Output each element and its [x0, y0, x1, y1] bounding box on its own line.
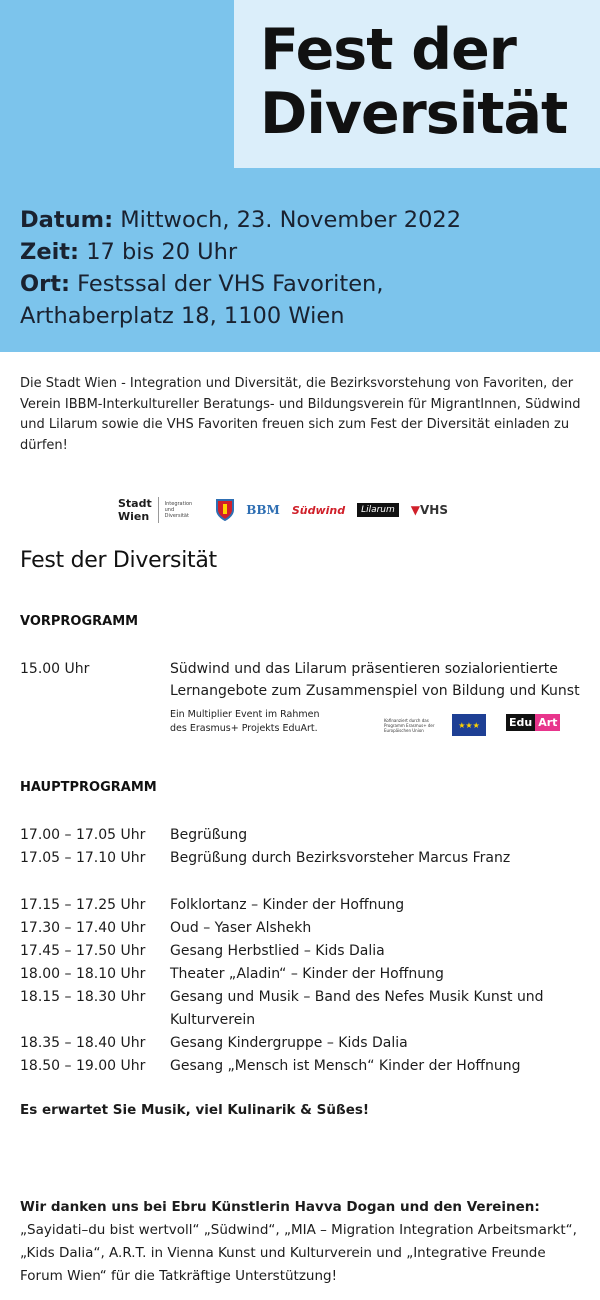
program-row: 17.05 – 17.10 Uhr Begrüßung durch Bezirksvorsteher Marcus Franz [20, 850, 511, 866]
section-title: Fest der Diversität [20, 548, 217, 573]
hauptprogramm-list [20, 824, 600, 1078]
event-facts [20, 204, 461, 332]
vorprogramm-heading: VORPROGRAMM [20, 614, 139, 629]
favoriten-crest-icon [216, 499, 234, 521]
fact-address: Arthaberplatz 18, 1100 Wien [20, 303, 345, 329]
program-row: 18.50 – 19.00 Uhr Gesang „Mensch ist Mensch“ Kinder der Hoffnung [20, 1058, 521, 1074]
vorprogramm-text: Südwind und das Lilarum präsentieren sozialorientierte Lernangebote zum Zusammenspiel von Bildung und Kunst [170, 661, 580, 699]
program-row: 18.35 – 18.40 Uhr Gesang Kindergruppe – Kids Dalia [20, 1035, 408, 1051]
page-title [260, 18, 567, 146]
vorprogramm-time: 15.00 Uhr [20, 661, 90, 677]
program-row: 17.30 – 17.40 Uhr Oud – Yaser Alshekh [20, 920, 312, 936]
title-line-2: Diversität [260, 81, 568, 147]
eduart-logo: Edu Art [506, 714, 560, 731]
stadt-wien-logo: Stadt Wien Integration und Diversität [118, 497, 193, 523]
fact-location: Ort: Festssal der VHS Favoriten, [20, 271, 384, 297]
eu-flag-icon: ★★★ [452, 714, 486, 736]
sudwind-logo: Südwind [291, 503, 346, 517]
program-row: 18.00 – 18.10 Uhr Theater „Aladin“ – Kinder der Hoffnung [20, 966, 444, 982]
lilarum-logo: Lilarum [357, 503, 399, 517]
title-box [234, 0, 600, 168]
program-row: 18.15 – 18.30 Uhr Gesang und Musik – Band des Nefes Musik Kunst und Kulturverein [20, 989, 544, 1028]
multiplier-note: Ein Multiplier Event im Rahmen des Erasmus+ Projekts EduArt. [170, 709, 320, 734]
vhs-logo: ▼ VHS [410, 503, 448, 517]
partner-logos [118, 486, 448, 534]
erasmus-logo: Kofinanziert durch das Programm Erasmus+ der Europäischen Union ★★★ [384, 714, 486, 736]
hauptprogramm-heading: HAUPTPROGRAMM [20, 780, 157, 795]
hero-banner [0, 0, 600, 352]
title-line-1: Fest der [260, 17, 516, 83]
program-row: 17.15 – 17.25 Uhr Folklortanz – Kinder der Hoffnung [20, 897, 405, 913]
acknowledgements: Wir danken uns bei Ebru Künstlerin Havva Dogan und den Vereinen: „Sayidati–du bist wertvoll“ „Südwind“, „MIA – Migration Integration Arbeitsmarkt“, „Kids Dalia“, A.R.T. in Vienna Kunst und Kulturverein und „Integrative Freunde Forum Wien“ für die Tatkräftige Unterstützung! [20, 1199, 577, 1284]
fact-time: Zeit: 17 bis 20 Uhr [20, 239, 238, 265]
program-row: 17.00 – 17.05 Uhr Begrüßung [20, 827, 248, 843]
program-row: 17.45 – 17.50 Uhr Gesang Herbstlied – Kids Dalia [20, 943, 385, 959]
bbm-logo: BBM [246, 503, 280, 517]
closing-note: Es erwartet Sie Musik, viel Kulinarik & Süßes! [20, 1102, 370, 1118]
fact-date: Datum: Mittwoch, 23. November 2022 [20, 207, 462, 233]
intro-text: Die Stadt Wien - Integration und Diversität, die Bezirksvorstehung von Favoriten, der Verein IBBM-Interkultureller Beratungs- und Bildungsverein für MigrantInnen, Südwind und Lilarum sowie die VHS Favoriten freuen sich zum Fest der Diversität einladen zu dürfen! [20, 376, 581, 453]
